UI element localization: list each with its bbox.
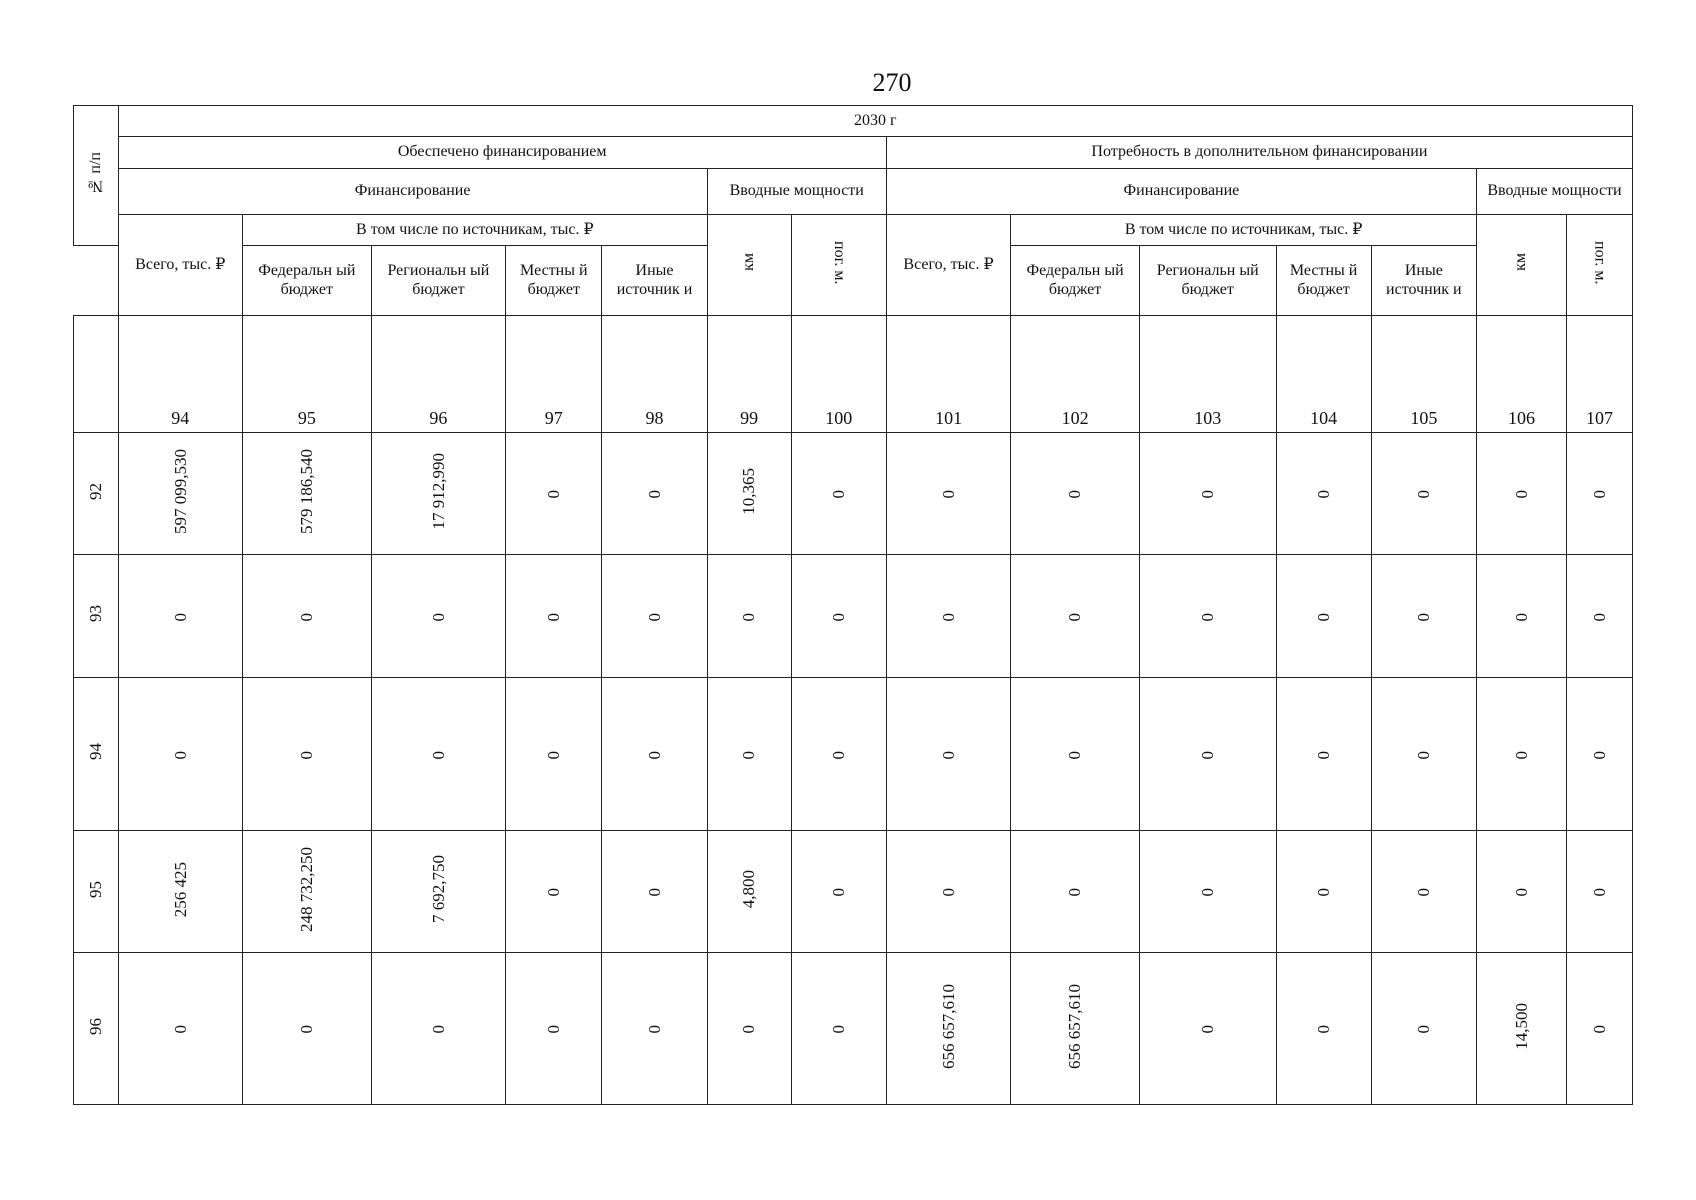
row-number-cell bbox=[74, 953, 119, 1105]
header-pogm-needed bbox=[1567, 215, 1633, 316]
header-row-number bbox=[74, 106, 119, 246]
column-number-blank bbox=[74, 316, 119, 433]
table-cell bbox=[1011, 555, 1140, 678]
table-cell bbox=[1371, 555, 1476, 678]
table-cell bbox=[1567, 953, 1633, 1105]
table-cell bbox=[1371, 433, 1476, 555]
table-cell bbox=[1011, 678, 1140, 831]
cell-value: 0 bbox=[170, 612, 190, 622]
cell-value: 0 bbox=[644, 490, 664, 499]
cell-value: 0 bbox=[1065, 750, 1085, 760]
table-cell bbox=[1139, 678, 1276, 831]
header-total-needed: Всего, тыс. ₽ bbox=[886, 215, 1011, 316]
table-cell bbox=[506, 678, 602, 831]
cell-value: 0 bbox=[1197, 888, 1217, 897]
cell-value: 0 bbox=[428, 750, 448, 760]
cell-value: 0 bbox=[1197, 612, 1217, 622]
table-cell bbox=[1476, 831, 1566, 953]
cell-value: 0 bbox=[428, 1025, 448, 1034]
cell-value: 0 bbox=[1197, 1025, 1217, 1034]
table-cell bbox=[1476, 433, 1566, 555]
table-cell bbox=[243, 433, 372, 555]
table-cell bbox=[243, 953, 372, 1105]
table-cell bbox=[118, 831, 243, 953]
cell-value: 248 732,250 bbox=[297, 846, 317, 932]
cell-value: 0 bbox=[1414, 750, 1434, 760]
cell-value: 0 bbox=[1511, 612, 1531, 622]
table-cell bbox=[1371, 831, 1476, 953]
cell-value: 0 bbox=[1414, 490, 1434, 499]
header-other-secured: Иные источник и bbox=[602, 246, 707, 316]
column-number: 99 bbox=[707, 316, 791, 433]
table-cell bbox=[506, 433, 602, 555]
table-cell bbox=[602, 831, 707, 953]
table-cell bbox=[371, 831, 506, 953]
cell-value: 0 bbox=[1313, 1025, 1333, 1034]
table-cell bbox=[791, 433, 886, 555]
cell-value: 0 bbox=[544, 612, 564, 622]
table-row bbox=[74, 831, 1633, 953]
column-number: 94 bbox=[118, 316, 243, 433]
column-number: 106 bbox=[1476, 316, 1566, 433]
cell-value: 0 bbox=[1511, 750, 1531, 760]
table-cell bbox=[371, 555, 506, 678]
cell-value: 0 bbox=[297, 612, 317, 622]
header-federal-secured: Федеральн ый бюджет bbox=[243, 246, 372, 316]
table-row bbox=[74, 433, 1633, 555]
table-cell bbox=[1371, 678, 1476, 831]
table-cell bbox=[1139, 953, 1276, 1105]
table-cell bbox=[1476, 555, 1566, 678]
column-number: 104 bbox=[1276, 316, 1371, 433]
table-cell bbox=[791, 953, 886, 1105]
table-cell bbox=[1139, 555, 1276, 678]
column-number: 97 bbox=[506, 316, 602, 433]
table-row bbox=[74, 953, 1633, 1105]
table-cell bbox=[707, 678, 791, 831]
cell-value: 0 bbox=[644, 750, 664, 760]
cell-value: 0 bbox=[828, 888, 848, 897]
cell-value: 0 bbox=[938, 888, 958, 897]
cell-value: 0 bbox=[1065, 490, 1085, 499]
table-cell bbox=[506, 555, 602, 678]
table-cell bbox=[1371, 953, 1476, 1105]
header-federal-needed: Федеральн ый бюджет bbox=[1011, 246, 1140, 316]
table-cell bbox=[602, 433, 707, 555]
column-number: 107 bbox=[1567, 316, 1633, 433]
cell-value: 0 bbox=[544, 1025, 564, 1034]
column-number: 98 bbox=[602, 316, 707, 433]
table-cell bbox=[1276, 433, 1371, 555]
table-cell bbox=[886, 678, 1011, 831]
cell-value: 0 bbox=[170, 750, 190, 760]
cell-value: 10,365 bbox=[739, 467, 759, 515]
table-cell bbox=[1567, 678, 1633, 831]
row-number-cell bbox=[74, 831, 119, 953]
header-financing-needed: Финансирование bbox=[886, 169, 1476, 215]
table-cell bbox=[707, 831, 791, 953]
header-capacity-needed: Вводные мощности bbox=[1476, 169, 1632, 215]
cell-value: 0 bbox=[1589, 612, 1609, 622]
column-number: 102 bbox=[1011, 316, 1140, 433]
cell-value: 0 bbox=[1589, 750, 1609, 760]
table-cell bbox=[707, 433, 791, 555]
cell-value: 17 912,990 bbox=[428, 452, 448, 530]
table-cell bbox=[886, 953, 1011, 1105]
cell-value: 0 bbox=[739, 750, 759, 760]
cell-value: 0 bbox=[739, 612, 759, 622]
header-total-secured: Всего, тыс. ₽ bbox=[118, 215, 243, 316]
table-cell bbox=[1276, 678, 1371, 831]
cell-value: 0 bbox=[1313, 888, 1333, 897]
pogm-label: пог. м. bbox=[1591, 240, 1609, 285]
header-local-needed: Местны й бюджет bbox=[1276, 246, 1371, 316]
row-number-cell bbox=[74, 678, 119, 831]
cell-value: 0 bbox=[828, 1025, 848, 1034]
cell-value: 7 692,750 bbox=[428, 855, 448, 924]
row-number-label: № п/п bbox=[86, 151, 104, 195]
header-capacity-secured: Вводные мощности bbox=[707, 169, 886, 215]
cell-value: 14,500 bbox=[1511, 1002, 1531, 1050]
cell-value: 0 bbox=[644, 888, 664, 897]
column-number: 100 bbox=[791, 316, 886, 433]
cell-value: 0 bbox=[1511, 490, 1531, 499]
cell-value: 0 bbox=[544, 750, 564, 760]
km-label: км bbox=[739, 253, 757, 272]
row-number: 95 bbox=[85, 880, 105, 898]
table-cell bbox=[371, 433, 506, 555]
cell-value: 0 bbox=[644, 612, 664, 622]
table-cell bbox=[886, 831, 1011, 953]
cell-value: 0 bbox=[544, 888, 564, 897]
row-number-cell bbox=[74, 433, 119, 555]
cell-value: 0 bbox=[1313, 750, 1333, 760]
cell-value: 656 657,610 bbox=[938, 983, 958, 1069]
table-cell bbox=[1011, 953, 1140, 1105]
cell-value: 656 657,610 bbox=[1065, 983, 1085, 1069]
table-cell bbox=[1139, 433, 1276, 555]
row-number: 93 bbox=[85, 605, 105, 623]
pogm-label: пог. м. bbox=[830, 240, 848, 285]
table-cell bbox=[118, 678, 243, 831]
cell-value: 0 bbox=[938, 750, 958, 760]
table-cell bbox=[1567, 433, 1633, 555]
table-cell bbox=[791, 831, 886, 953]
header-needed: Потребность в дополнительном финансировании bbox=[886, 137, 1632, 169]
row-number: 92 bbox=[85, 482, 105, 500]
table-cell bbox=[371, 678, 506, 831]
cell-value: 0 bbox=[1313, 490, 1333, 499]
cell-value: 0 bbox=[1414, 1025, 1434, 1034]
header-regional-needed: Региональн ый бюджет bbox=[1139, 246, 1276, 316]
header-by-sources-needed: В том числе по источникам, тыс. ₽ bbox=[1011, 215, 1477, 246]
table-row bbox=[74, 678, 1633, 831]
cell-value: 0 bbox=[828, 490, 848, 499]
table-cell bbox=[243, 678, 372, 831]
cell-value: 0 bbox=[170, 1025, 190, 1034]
table-cell bbox=[1276, 555, 1371, 678]
cell-value: 0 bbox=[1589, 888, 1609, 897]
cell-value: 0 bbox=[544, 490, 564, 499]
table-cell bbox=[1476, 678, 1566, 831]
cell-value: 4,800 bbox=[739, 870, 759, 909]
column-number: 105 bbox=[1371, 316, 1476, 433]
cell-value: 0 bbox=[739, 1025, 759, 1034]
table-cell bbox=[602, 555, 707, 678]
table-cell bbox=[506, 953, 602, 1105]
cell-value: 0 bbox=[1511, 888, 1531, 897]
table-cell bbox=[707, 953, 791, 1105]
cell-value: 0 bbox=[1414, 888, 1434, 897]
cell-value: 256 425 bbox=[170, 861, 190, 917]
table-cell bbox=[886, 555, 1011, 678]
cell-value: 0 bbox=[828, 750, 848, 760]
column-number: 101 bbox=[886, 316, 1011, 433]
table-cell bbox=[1567, 555, 1633, 678]
header-km-secured bbox=[707, 215, 791, 316]
cell-value: 0 bbox=[1065, 888, 1085, 897]
table-cell bbox=[371, 953, 506, 1105]
table-cell bbox=[1276, 831, 1371, 953]
header-by-sources-secured: В том числе по источникам, тыс. ₽ bbox=[243, 215, 708, 246]
table-cell bbox=[243, 831, 372, 953]
cell-value: 0 bbox=[1414, 612, 1434, 622]
financing-table bbox=[73, 105, 1633, 1105]
cell-value: 0 bbox=[938, 490, 958, 499]
table-cell bbox=[1011, 831, 1140, 953]
cell-value: 0 bbox=[297, 750, 317, 760]
table-cell bbox=[791, 555, 886, 678]
column-number: 103 bbox=[1139, 316, 1276, 433]
table-cell bbox=[1476, 953, 1566, 1105]
cell-value: 0 bbox=[297, 1025, 317, 1034]
header-pogm-secured bbox=[791, 215, 886, 316]
header-secured: Обеспечено финансированием bbox=[118, 137, 886, 169]
row-number: 94 bbox=[85, 743, 105, 761]
row-number: 96 bbox=[85, 1017, 105, 1035]
table-cell bbox=[118, 433, 243, 555]
cell-value: 0 bbox=[1197, 750, 1217, 760]
table-cell bbox=[602, 678, 707, 831]
header-financing-secured: Финансирование bbox=[118, 169, 707, 215]
header-local-secured: Местны й бюджет bbox=[506, 246, 602, 316]
cell-value: 0 bbox=[428, 612, 448, 622]
table-cell bbox=[886, 433, 1011, 555]
table-cell bbox=[791, 678, 886, 831]
column-number: 96 bbox=[371, 316, 506, 433]
cell-value: 597 099,530 bbox=[170, 448, 190, 534]
cell-value: 579 186,540 bbox=[297, 448, 317, 534]
table-cell bbox=[1276, 953, 1371, 1105]
cell-value: 0 bbox=[1589, 1025, 1609, 1034]
cell-value: 0 bbox=[828, 612, 848, 622]
km-label: км bbox=[1512, 253, 1530, 272]
column-number: 95 bbox=[243, 316, 372, 433]
page-number: 270 bbox=[872, 68, 912, 97]
row-number-cell bbox=[74, 555, 119, 678]
table-cell bbox=[506, 831, 602, 953]
header-year: 2030 г bbox=[118, 106, 1632, 137]
table-cell bbox=[1011, 433, 1140, 555]
cell-value: 0 bbox=[644, 1025, 664, 1034]
header-km-needed bbox=[1476, 215, 1566, 316]
table-cell bbox=[602, 953, 707, 1105]
column-number-row bbox=[74, 316, 1633, 433]
table-cell bbox=[118, 953, 243, 1105]
cell-value: 0 bbox=[938, 612, 958, 622]
table-row bbox=[74, 555, 1633, 678]
cell-value: 0 bbox=[1065, 612, 1085, 622]
header-other-needed: Иные источник и bbox=[1371, 246, 1476, 316]
header-regional-secured: Региональн ый бюджет bbox=[371, 246, 506, 316]
table-cell bbox=[1567, 831, 1633, 953]
table-cell bbox=[118, 555, 243, 678]
table-cell bbox=[707, 555, 791, 678]
table-cell bbox=[1139, 831, 1276, 953]
cell-value: 0 bbox=[1589, 490, 1609, 499]
table-cell bbox=[243, 555, 372, 678]
cell-value: 0 bbox=[1197, 490, 1217, 499]
cell-value: 0 bbox=[1313, 612, 1333, 622]
